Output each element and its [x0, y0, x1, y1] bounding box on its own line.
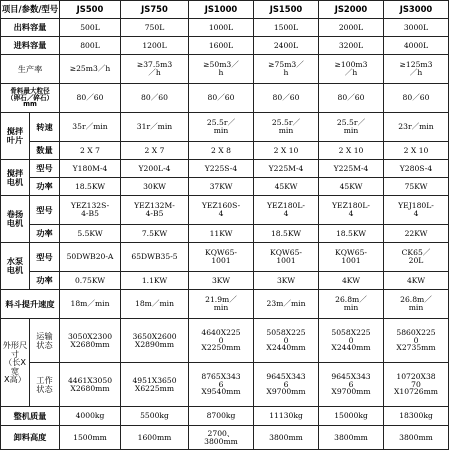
row-dimensions-working [1, 363, 449, 407]
row-output-capacity [1, 19, 449, 37]
pump-motor-model-label: 型号 [30, 243, 60, 272]
table-cell: 9645X343 6 X9700mm [319, 363, 384, 407]
table-cell: 5.5KW [60, 225, 121, 243]
blade-quantity-label: 数量 [30, 142, 60, 160]
table-cell: 3650X2600 X2890mm [121, 319, 189, 363]
table-cell: 750L [121, 19, 189, 37]
model-js2000: JS2000 [319, 1, 384, 19]
row-machine-weight [1, 407, 449, 426]
table-cell: 1.1KW [121, 272, 189, 290]
table-cell: 35r／min [60, 113, 121, 142]
table-cell: 22KW [384, 225, 449, 243]
table-cell: 1000L [189, 19, 254, 37]
table-cell: YEZ180L- 4 [254, 196, 319, 225]
table-cell: 23m／min [254, 290, 319, 319]
table-cell: 37KW [189, 178, 254, 196]
table-cell: CK65／ 20L [384, 243, 449, 272]
table-cell: 4640X225 0 X2250mm [189, 319, 254, 363]
table-cell: 3800mm [254, 426, 319, 450]
row-max-aggregate [1, 84, 449, 113]
table-cell: 23r／min [384, 113, 449, 142]
hoist-motor-model-label: 型号 [30, 196, 60, 225]
pump-motor-group-label: 水泵 电机 [1, 243, 30, 290]
table-cell: 800L [60, 37, 121, 55]
table-cell: Y225M-4 [319, 160, 384, 178]
table-cell: 5860X225 0 X2735mm [384, 319, 449, 363]
header-row [1, 1, 449, 19]
table-cell: 3800mm [319, 426, 384, 450]
table-cell: 1500L [254, 19, 319, 37]
table-cell: 25.5r／ min [319, 113, 384, 142]
table-cell: 80／60 [189, 84, 254, 113]
table-cell: 75KW [384, 178, 449, 196]
table-cell: 21.9m／ min [189, 290, 254, 319]
mixing-motor-power-label: 功率 [30, 178, 60, 196]
table-cell: 3050X2300 X2680mm [60, 319, 121, 363]
table-cell: YEZ160S- 4 [189, 196, 254, 225]
table-cell: YEJ180L- 4 [384, 196, 449, 225]
table-cell: 1600mm [121, 426, 189, 450]
table-cell: 8765X343 6 X9540mm [189, 363, 254, 407]
table-cell: 4KW [319, 272, 384, 290]
table-cell: 45KW [319, 178, 384, 196]
header-label: 项目/参数/型号 [1, 1, 60, 19]
hoist-motor-group-label: 卷扬 电机 [1, 196, 30, 243]
table-cell: 2 X 10 [384, 142, 449, 160]
table-cell: 5500kg [121, 407, 189, 426]
pump-motor-power-label: 功率 [30, 272, 60, 290]
table-cell: 4000kg [60, 407, 121, 426]
mixing-motor-group-label: 搅拌 电机 [1, 160, 30, 196]
model-js1000: JS1000 [189, 1, 254, 19]
row-pump-motor-power [1, 272, 449, 290]
table-cell: KQW65- 1001 [189, 243, 254, 272]
table-cell: ≥75m3／ h [254, 55, 319, 84]
row-discharge-height [1, 426, 449, 450]
table-cell: YEZ180L- 4 [319, 196, 384, 225]
model-js3000: JS3000 [384, 1, 449, 19]
model-js1500: JS1500 [254, 1, 319, 19]
table-cell: 25.5r／ min [254, 113, 319, 142]
table-cell: 1200L [121, 37, 189, 55]
table-cell: Y180M-4 [60, 160, 121, 178]
table-cell: 2 X 7 [121, 142, 189, 160]
table-cell: 2 X 8 [189, 142, 254, 160]
table-cell: YEZ132S- 4-B5 [60, 196, 121, 225]
table-cell: 8700kg [189, 407, 254, 426]
model-js500: JS500 [60, 1, 121, 19]
productivity-label: 生产率 [1, 55, 60, 84]
row-lift-speed [1, 290, 449, 319]
table-cell: 3000L [384, 19, 449, 37]
table-cell: 4000L [384, 37, 449, 55]
table-cell: 1600L [189, 37, 254, 55]
table-cell: 4KW [384, 272, 449, 290]
table-cell: KQW65- 1001 [319, 243, 384, 272]
blade-group-label: 搅拌 叶片 [1, 113, 30, 160]
table-cell: 2700、 3800mm [189, 426, 254, 450]
row-blade-speed [1, 113, 449, 142]
table-cell: 26.8m／ min [319, 290, 384, 319]
table-cell: ≥100m3 ／h [319, 55, 384, 84]
row-dimensions-transport [1, 319, 449, 363]
table-cell: ≥50m3／ h [189, 55, 254, 84]
row-pump-motor-model [1, 243, 449, 272]
model-js750: JS750 [121, 1, 189, 19]
mixing-motor-model-label: 型号 [30, 160, 60, 178]
table-cell: 18m／min [60, 290, 121, 319]
table-cell: 18m／min [121, 290, 189, 319]
machine-weight-label: 整机质量 [1, 407, 60, 426]
table-cell: 80／60 [60, 84, 121, 113]
lift-speed-label: 料斗提升速度 [1, 290, 60, 319]
table-cell: 0.75KW [60, 272, 121, 290]
table-cell: 10720X38 70 X10726mm [384, 363, 449, 407]
table-cell: 50DWB20-A [60, 243, 121, 272]
table-cell: 7.5KW [121, 225, 189, 243]
table-cell: 3200L [319, 37, 384, 55]
input-capacity-label: 进料容量 [1, 37, 60, 55]
table-cell: 18.5KW [254, 225, 319, 243]
table-cell: KQW65- 1001 [254, 243, 319, 272]
table-cell: 18.5KW [319, 225, 384, 243]
table-cell: 2 X 7 [60, 142, 121, 160]
table-cell: 9645X343 6 X9700mm [254, 363, 319, 407]
table-cell: Y225M-4 [254, 160, 319, 178]
table-cell: 18300kg [384, 407, 449, 426]
row-hoist-motor-model [1, 196, 449, 225]
table-cell: ≥25m3／h [60, 55, 121, 84]
table-cell: 25.5r／ min [189, 113, 254, 142]
row-mixing-motor-power [1, 178, 449, 196]
blade-speed-label: 转速 [30, 113, 60, 142]
row-productivity [1, 55, 449, 84]
dimensions-group-label: 外形尺寸 （长X宽 X高） [1, 319, 30, 407]
max-aggregate-label: 骨料最大粒径 （卵石／碎石）mm [1, 84, 60, 113]
table-cell: 5058X225 0 X2440mm [319, 319, 384, 363]
row-mixing-motor-model [1, 160, 449, 178]
table-cell: 45KW [254, 178, 319, 196]
table-cell: 3800mm [384, 426, 449, 450]
table-cell: Y225S-4 [189, 160, 254, 178]
table-cell: YEZ132M- 4-B5 [121, 196, 189, 225]
table-cell: 2 X 10 [254, 142, 319, 160]
table-cell: 3KW [254, 272, 319, 290]
table-cell: 2 X 10 [319, 142, 384, 160]
row-input-capacity [1, 37, 449, 55]
table-cell: 18.5KW [60, 178, 121, 196]
table-cell: 31r／min [121, 113, 189, 142]
table-cell: 15000kg [319, 407, 384, 426]
table-cell: 80／60 [121, 84, 189, 113]
table-cell: 26.8m／ min [384, 290, 449, 319]
table-cell: 3KW [189, 272, 254, 290]
discharge-height-label: 卸料高度 [1, 426, 60, 450]
row-hoist-motor-power [1, 225, 449, 243]
table-cell: 65DWB35-5 [121, 243, 189, 272]
table-cell: ≥125m3 ／h [384, 55, 449, 84]
table-cell: 1500mm [60, 426, 121, 450]
table-cell: 80／60 [384, 84, 449, 113]
table-cell: 2000L [319, 19, 384, 37]
table-cell: ≥37.5m3 ／h [121, 55, 189, 84]
hoist-motor-power-label: 功率 [30, 225, 60, 243]
table-cell: 11KW [189, 225, 254, 243]
dimensions-working-label: 工作 状态 [30, 363, 60, 407]
table-cell: 500L [60, 19, 121, 37]
row-blade-quantity [1, 142, 449, 160]
table-cell: 11130kg [254, 407, 319, 426]
table-cell: 4951X3650 X6225mm [121, 363, 189, 407]
table-cell: 5058X225 0 X2440mm [254, 319, 319, 363]
table-cell: 80／60 [319, 84, 384, 113]
dimensions-transport-label: 运输 状态 [30, 319, 60, 363]
table-cell: 4461X3050 X2680mm [60, 363, 121, 407]
table-cell: Y200L-4 [121, 160, 189, 178]
table-cell: 80／60 [254, 84, 319, 113]
table-cell: Y280S-4 [384, 160, 449, 178]
output-capacity-label: 出料容量 [1, 19, 60, 37]
table-cell: 30KW [121, 178, 189, 196]
table-cell: 2400L [254, 37, 319, 55]
